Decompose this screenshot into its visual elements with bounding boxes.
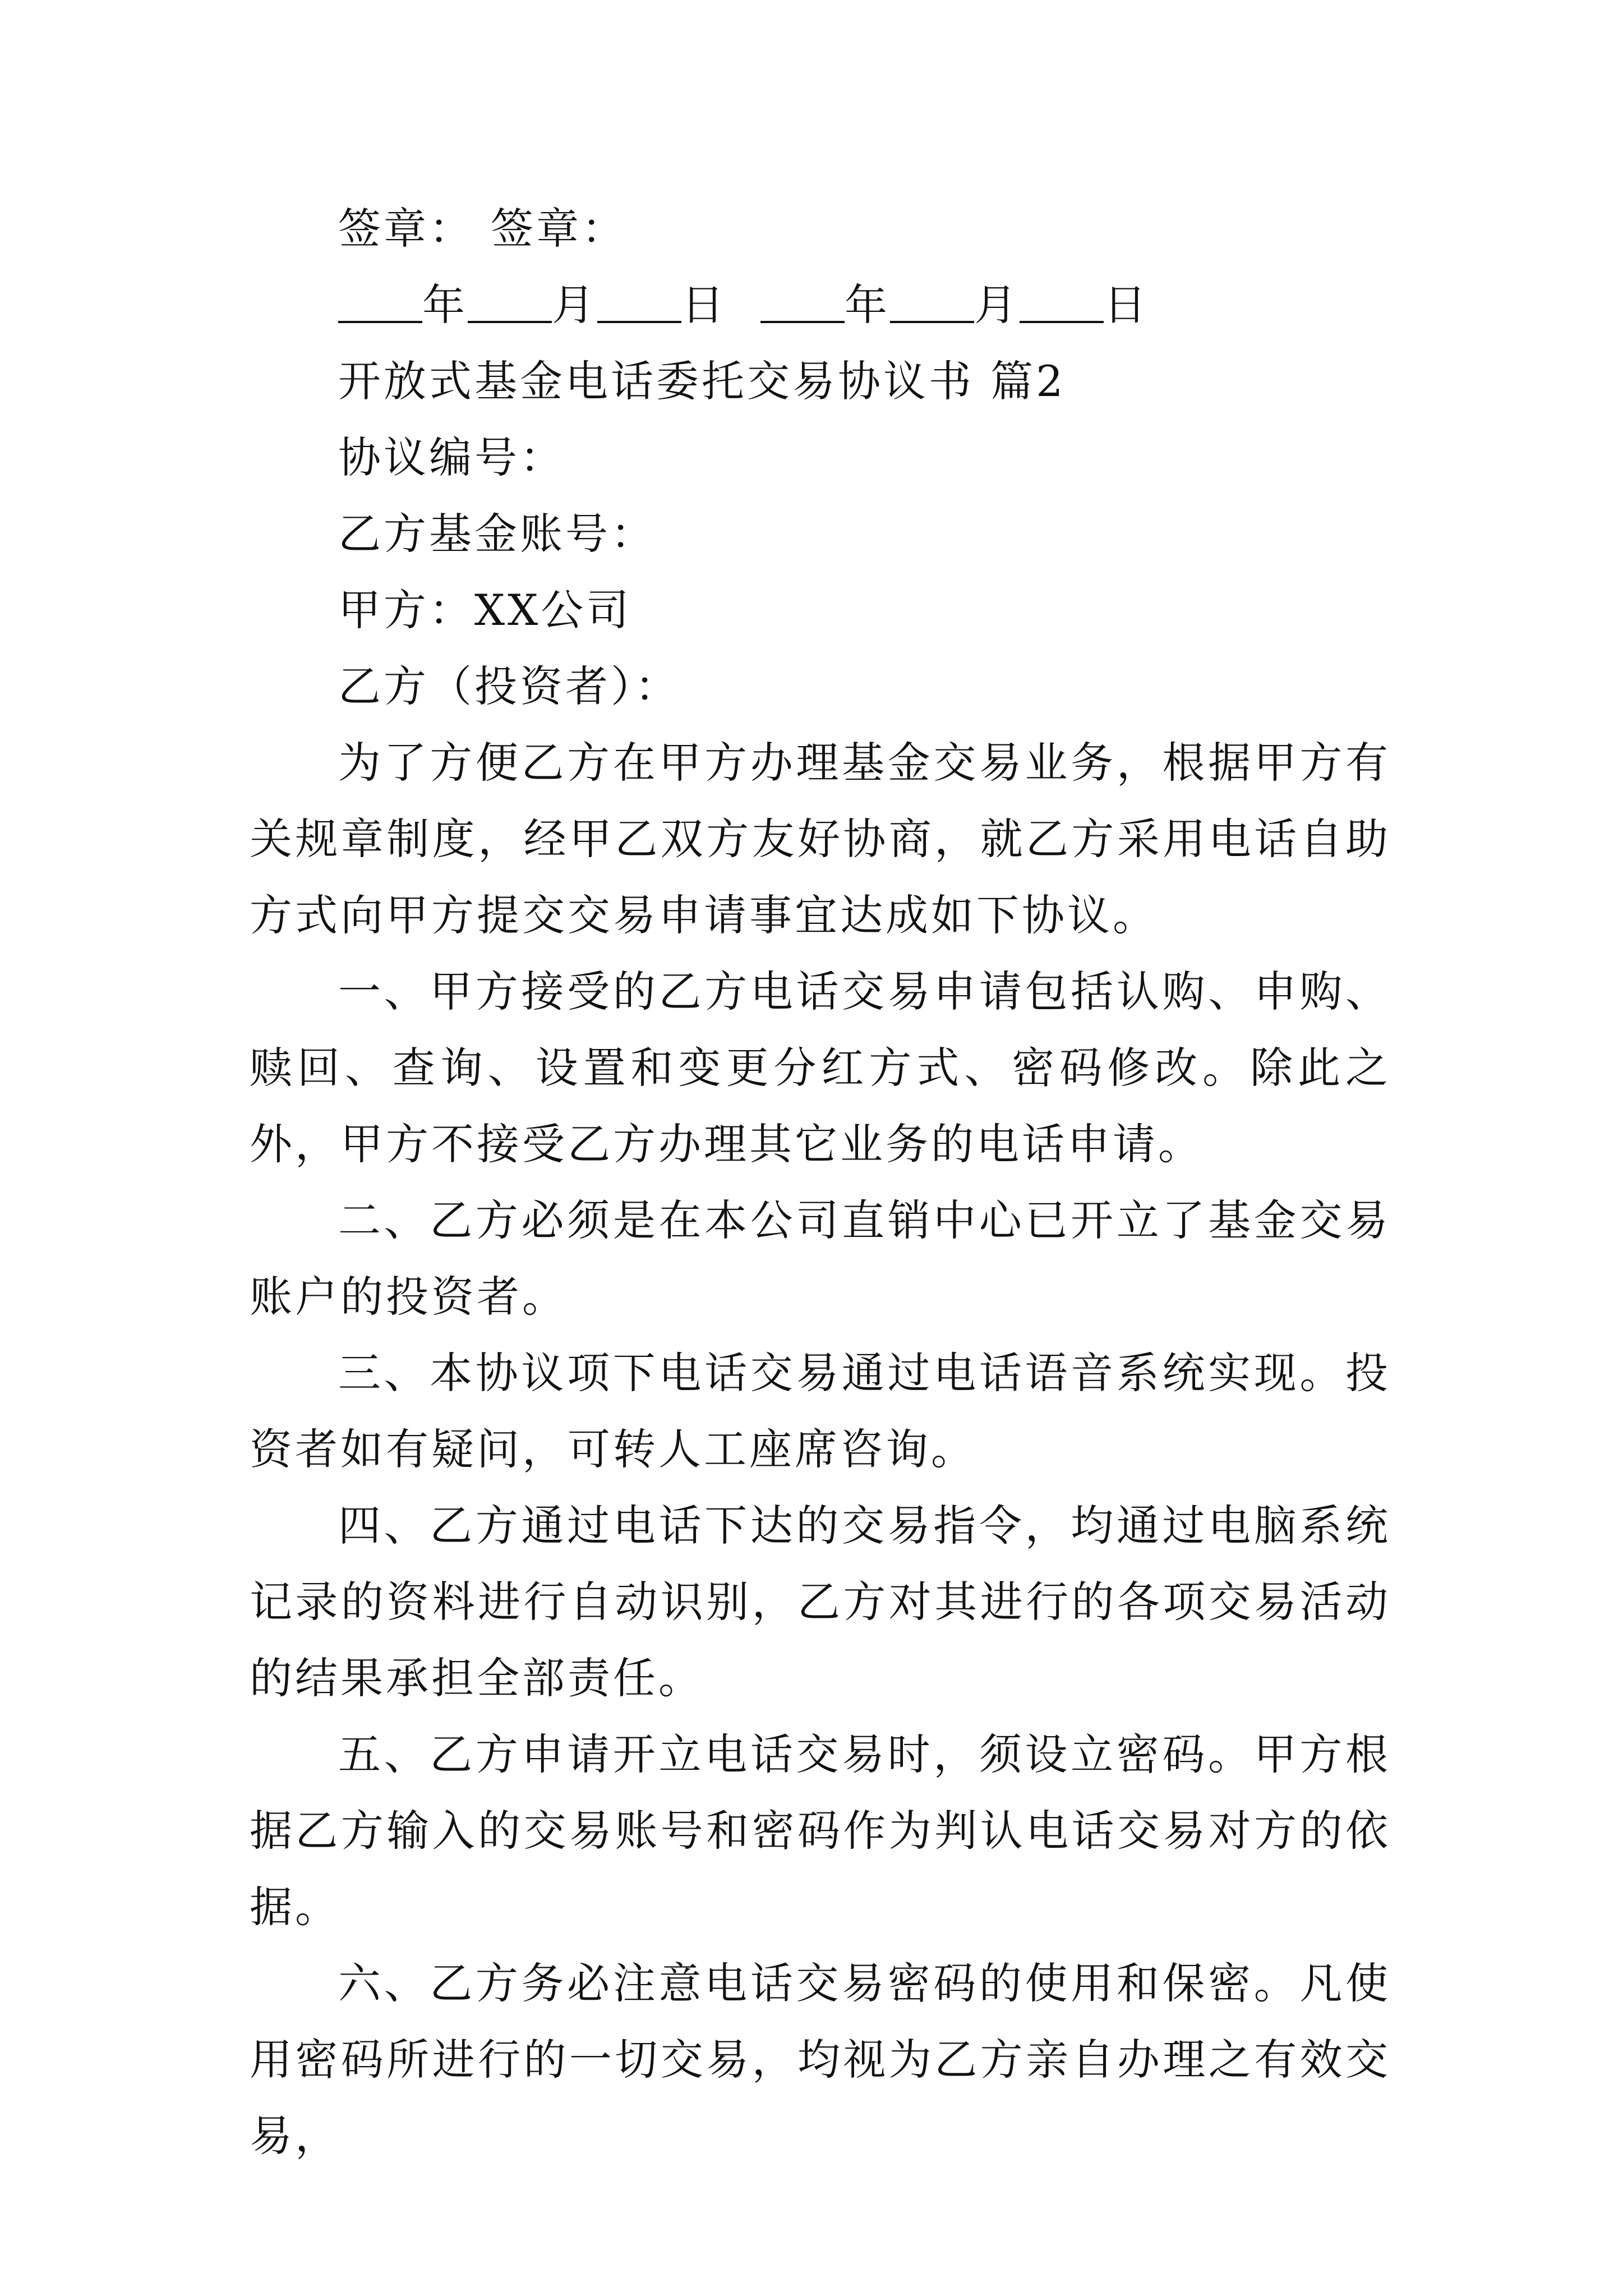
signature-line: 签章： 签章： — [338, 204, 628, 254]
field-party-a: 甲方：XX公司 — [338, 585, 632, 635]
day-blank-2 — [1020, 282, 1104, 323]
month-blank-2 — [890, 282, 974, 323]
month-blank-1 — [468, 282, 552, 323]
day-label-1: 日 — [681, 280, 727, 330]
paragraph-intro: 为了方便乙方在甲方办理基金交易业务，根据甲方有关规章制度，经甲乙双方友好协商，就乙方采用电话自助方式向甲方提交交易申请事宜达成如下协议。 — [250, 738, 1391, 940]
paragraph-clause-3: 三、本协议项下电话交易通过电话语音系统实现。投资者如有疑问，可转人工座席咨询。 — [250, 1348, 1391, 1474]
field-party-b: 乙方（投资者）： — [338, 661, 680, 711]
year-label-1: 年 — [422, 280, 468, 330]
document-content — [250, 191, 1391, 2174]
document-title: 开放式基金电话委托交易协议书 篇2 — [338, 356, 1066, 406]
paragraph-clause-6: 六、乙方务必注意电话交易密码的使用和保密。凡使用密码所进行的一切交易，均视为乙方亲自办理之有效交易， — [250, 1958, 1391, 2161]
paragraph-clause-4: 四、乙方通过电话下达的交易指令，均通过电脑系统记录的资料进行自动识别，乙方对其进行的各项交易活动的结果承担全部责任。 — [250, 1501, 1391, 1703]
field-agreement-number: 协议编号： — [338, 432, 565, 482]
month-label-2: 月 — [974, 280, 1020, 330]
year-label-2: 年 — [845, 280, 890, 330]
field-fund-account: 乙方基金账号： — [338, 509, 656, 559]
paragraph-clause-2: 二、乙方必须是在本公司直销中心已开立了基金交易账户的投资者。 — [250, 1195, 1391, 1322]
month-label-1: 月 — [552, 280, 597, 330]
date-line — [250, 267, 1391, 343]
year-blank-1 — [338, 282, 422, 323]
paragraph-clause-5: 五、乙方申请开立电话交易时，须设立密码。甲方根据乙方输入的交易账号和密码作为判认电话交易对方的依据。 — [250, 1729, 1391, 1932]
day-label-2: 日 — [1104, 280, 1149, 330]
year-blank-2 — [760, 282, 845, 323]
paragraph-clause-1: 一、甲方接受的乙方电话交易申请包括认购、申购、赎回、查询、设置和变更分红方式、密码修改。除此之外，甲方不接受乙方办理其它业务的电话申请。 — [250, 967, 1391, 1169]
day-blank-1 — [597, 282, 681, 323]
